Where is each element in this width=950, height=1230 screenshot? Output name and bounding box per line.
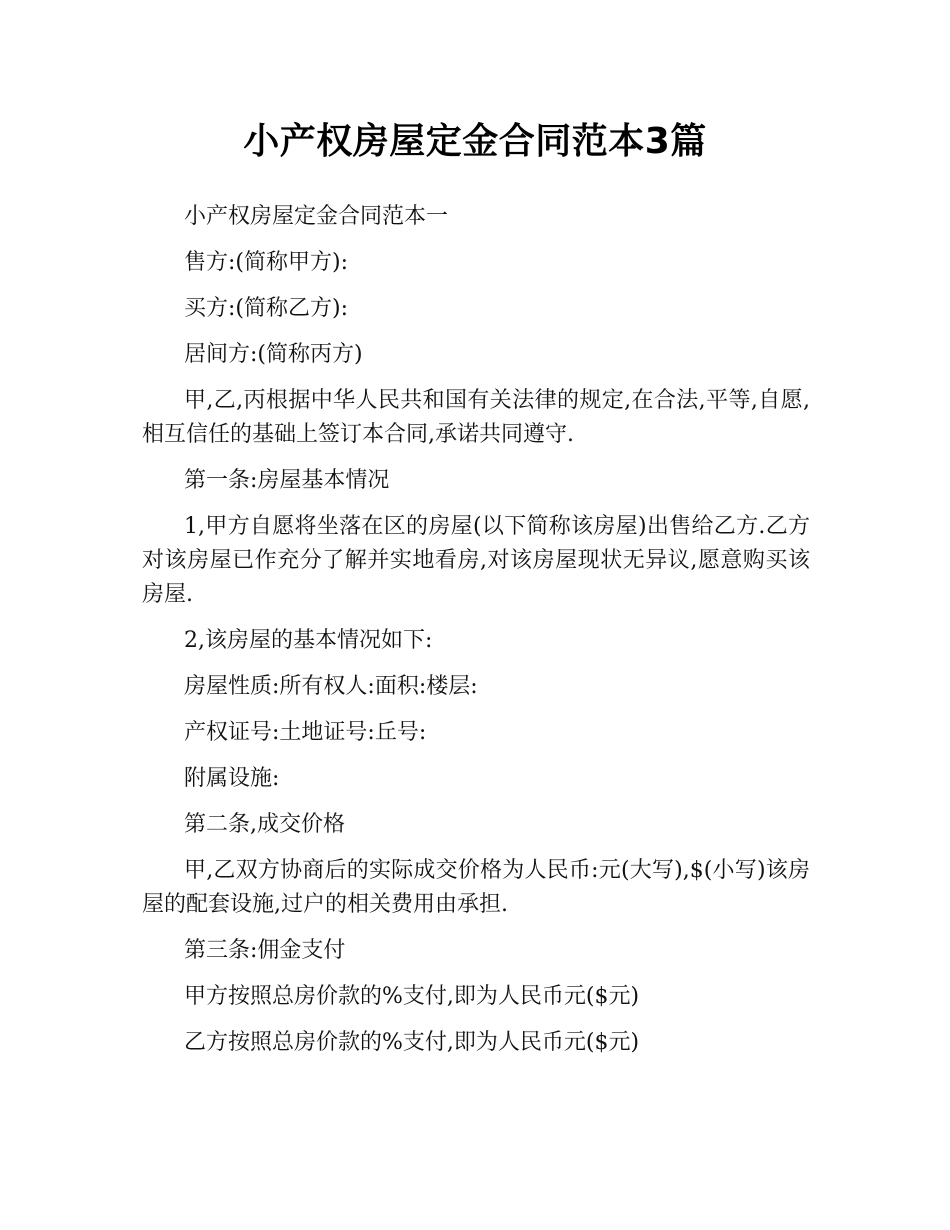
article-one-clause-2: 2,该房屋的基本情况如下: [184,628,433,653]
property-nature-line: 房屋性质:所有权人:面积:楼层: [184,674,478,699]
party-a-commission-line: 甲方按照总房价款的%支付,即为人民币元($元) [184,984,640,1009]
party-b-commission-line: 乙方按照总房价款的%支付,即为人民币元($元) [184,1030,640,1055]
certificate-numbers-line: 产权证号:土地证号:丘号: [184,720,427,745]
preamble-paragraph: 甲,乙,丙根据中华人民共和国有关法律的规定,在合法,平等,自愿,相互信任的基础上签订本合同,承诺共同遵守. [142,388,810,447]
section-heading-contract-one: 小产权房屋定金合同范本一 [184,204,449,229]
seller-line: 售方:(简称甲方): [184,250,348,275]
ancillary-facilities-line: 附属设施: [184,766,280,791]
transaction-price-paragraph: 甲,乙双方协商后的实际成交价格为人民币:元(大写),$(小写)该房屋的配套设施,过户的相关费用由承担. [142,858,810,917]
document-title: 小产权房屋定金合同范本3篇 [243,121,707,162]
article-two-heading: 第二条,成交价格 [184,812,345,837]
buyer-line: 买方:(简称乙方): [184,296,348,321]
article-one-heading: 第一条:房屋基本情况 [184,468,390,493]
article-one-clause-1: 1,甲方自愿将坐落在区的房屋(以下简称该房屋)出售给乙方.乙方对该房屋已作充分了解并实地看房,对该房屋现状无异议,愿意购买该房屋. [142,514,810,607]
intermediary-line: 居间方:(简称丙方) [184,342,363,367]
document-body [142,200,810,1072]
article-three-heading: 第三条:佣金支付 [184,938,346,963]
